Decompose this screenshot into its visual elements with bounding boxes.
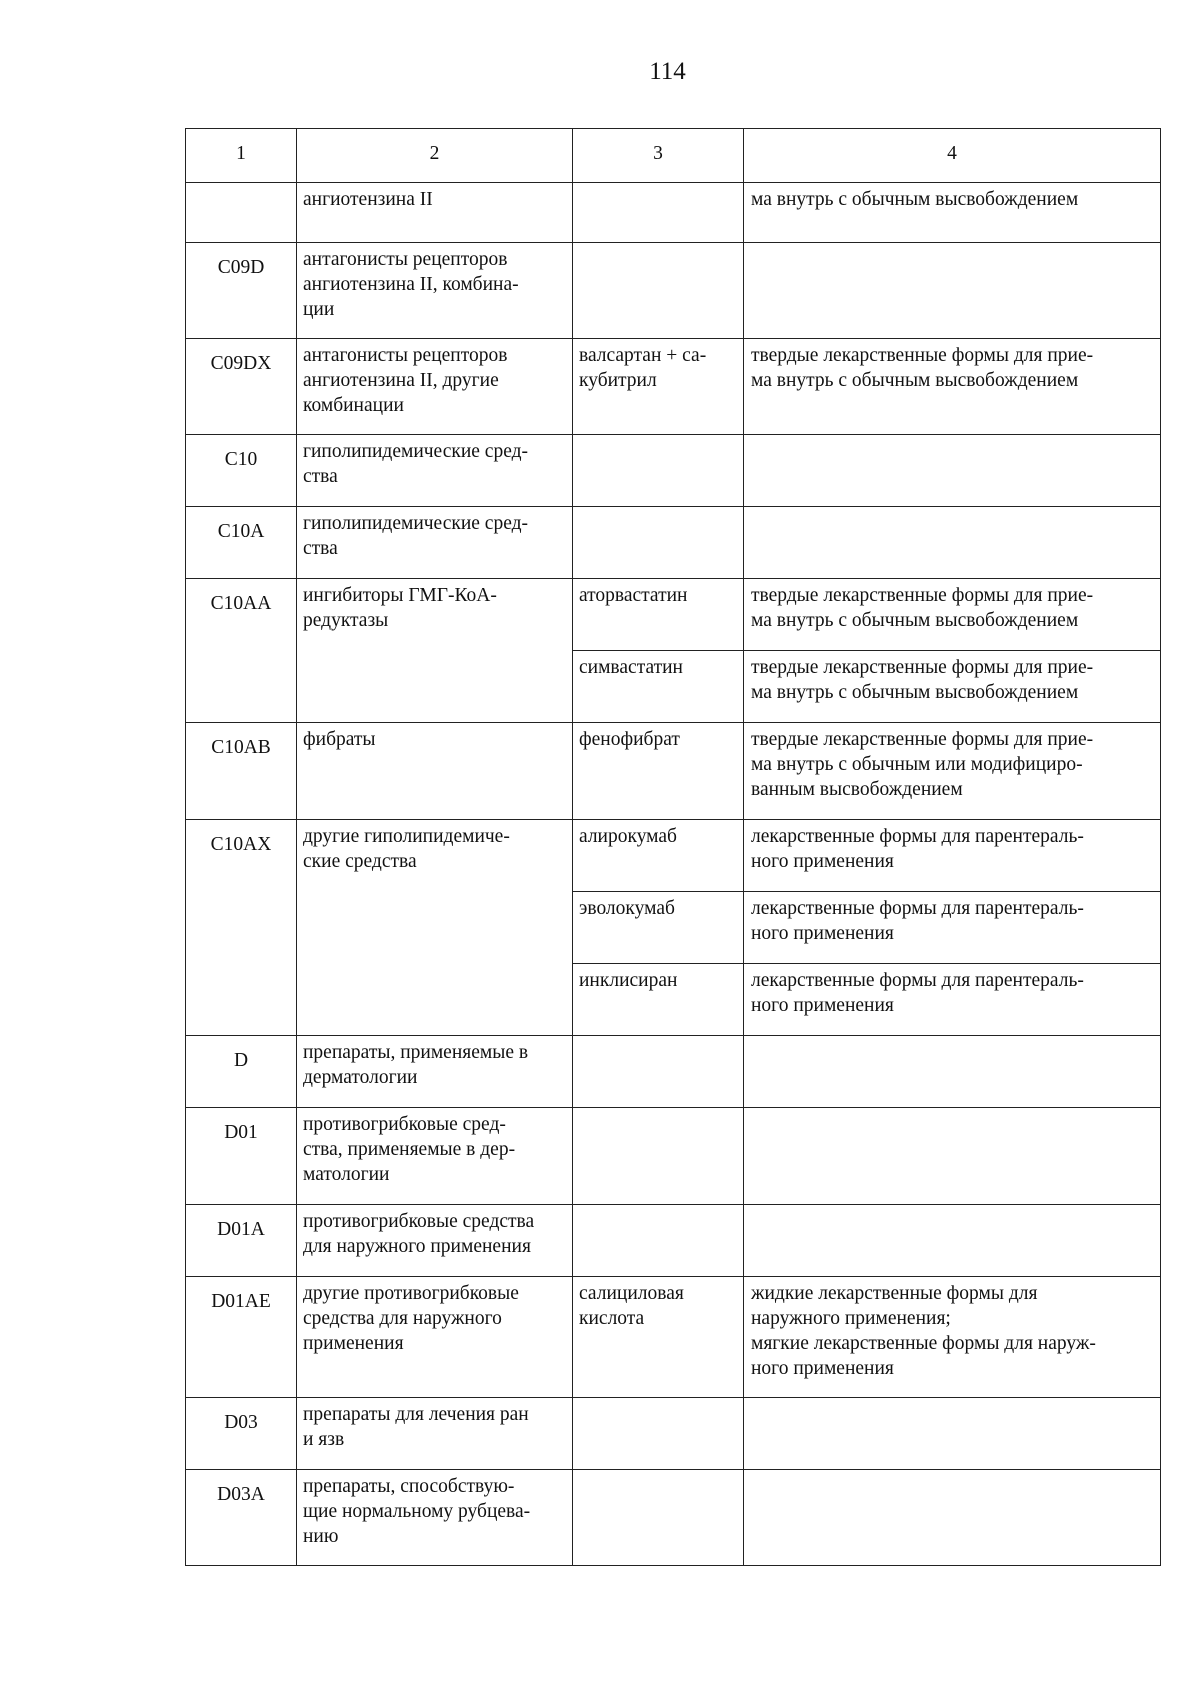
- form-text: твердые лекарственные формы для прие- ма внутрь с обычным высвобождением: [751, 345, 1094, 391]
- drug-cell: [573, 435, 744, 507]
- column-header-1: 1: [186, 129, 297, 183]
- form-cell: [744, 435, 1161, 507]
- code-cell: [186, 1108, 297, 1205]
- drug-table: [185, 128, 1161, 1566]
- drug-cell: [573, 507, 744, 579]
- group-text: фибраты: [303, 729, 376, 750]
- form-cell: [744, 1398, 1161, 1470]
- group-cell: [297, 1277, 573, 1398]
- code-text: C10AA: [210, 593, 272, 614]
- code-cell: [186, 435, 297, 507]
- form-cell: [744, 243, 1161, 339]
- code-text: D01A: [217, 1219, 265, 1240]
- form-text: лекарственные формы для парентераль- ного применения: [751, 826, 1084, 872]
- code-cell: [186, 1398, 297, 1470]
- form-text: лекарственные формы для парентераль- ного применения: [751, 898, 1084, 944]
- group-cell: [297, 1108, 573, 1205]
- code-text: D: [233, 1050, 249, 1071]
- code-cell: [186, 579, 297, 723]
- table-row: [186, 435, 1161, 507]
- group-text: другие противогрибковые средства для наружного применения: [303, 1283, 519, 1354]
- code-text: D03: [224, 1412, 258, 1433]
- table-row: [186, 1470, 1161, 1566]
- group-cell: [297, 1470, 573, 1566]
- form-cell: [744, 1470, 1161, 1566]
- drug-cell: [573, 339, 744, 435]
- code-cell: [186, 1277, 297, 1398]
- table-row: [186, 243, 1161, 339]
- group-text: антагонисты рецепторов ангиотензина II, другие комбинации: [303, 345, 508, 416]
- group-text: препараты, способствую- щие нормальному рубцева- нию: [303, 1476, 531, 1547]
- table-row: [186, 1108, 1161, 1205]
- form-text: ма внутрь с обычным высвобождением: [751, 189, 1079, 210]
- form-cell: [744, 651, 1161, 723]
- drug-text: инклисиран: [579, 970, 678, 991]
- code-text: D01: [224, 1122, 258, 1143]
- code-cell: [186, 1036, 297, 1108]
- code-text: C09D: [217, 257, 265, 278]
- drug-cell: [573, 820, 744, 892]
- table-row: [186, 579, 1161, 651]
- drug-cell: [573, 1036, 744, 1108]
- group-text: ангиотензина II: [303, 189, 433, 210]
- form-cell: [744, 1108, 1161, 1205]
- group-text: другие гиполипидемиче- ские средства: [303, 826, 510, 872]
- group-cell: [297, 243, 573, 339]
- form-text: лекарственные формы для парентераль- ного применения: [751, 970, 1084, 1016]
- form-text: жидкие лекарственные формы для наружного применения; мягкие лекарственные формы для наруж- ного применения: [751, 1283, 1096, 1379]
- form-cell: [744, 892, 1161, 964]
- code-text: C10A: [217, 521, 265, 542]
- drug-cell: [573, 183, 744, 243]
- drug-cell: [573, 243, 744, 339]
- drug-text: фенофибрат: [579, 729, 680, 750]
- code-cell: [186, 1205, 297, 1277]
- table-row: [186, 507, 1161, 579]
- drug-text: салициловая кислота: [579, 1283, 684, 1329]
- code-cell: [186, 243, 297, 339]
- form-cell: [744, 964, 1161, 1036]
- form-cell: [744, 579, 1161, 651]
- drug-text: аторвастатин: [579, 585, 688, 606]
- drug-cell: [573, 964, 744, 1036]
- drug-cell: [573, 579, 744, 651]
- group-cell: [297, 435, 573, 507]
- form-cell: [744, 507, 1161, 579]
- group-cell: [297, 1398, 573, 1470]
- code-cell: [186, 183, 297, 243]
- table-row: [186, 183, 1161, 243]
- form-cell: [744, 820, 1161, 892]
- drug-cell: [573, 1398, 744, 1470]
- code-text: C10AB: [211, 737, 271, 758]
- table-row: [186, 1036, 1161, 1108]
- code-cell: [186, 339, 297, 435]
- drug-text: симвастатин: [579, 657, 683, 678]
- group-cell: [297, 183, 573, 243]
- page-number: 114: [649, 58, 686, 85]
- group-text: ингибиторы ГМГ-КоА- редуктазы: [303, 585, 497, 631]
- group-text: препараты для лечения ран и язв: [303, 1404, 529, 1450]
- drug-text: эволокумаб: [579, 898, 675, 919]
- table-row: [186, 1398, 1161, 1470]
- group-text: гиполипидемические сред- ства: [303, 513, 529, 559]
- form-text: твердые лекарственные формы для прие- ма внутрь с обычным высвобождением: [751, 585, 1094, 631]
- code-text: C10: [224, 449, 258, 470]
- group-cell: [297, 339, 573, 435]
- code-cell: [186, 723, 297, 820]
- code-cell: [186, 1470, 297, 1566]
- form-text: твердые лекарственные формы для прие- ма внутрь с обычным высвобождением: [751, 657, 1094, 703]
- drug-cell: [573, 1277, 744, 1398]
- table-row: [186, 1205, 1161, 1277]
- code-text: D03A: [217, 1484, 265, 1505]
- group-text: противогрибковые средства для наружного применения: [303, 1211, 535, 1257]
- group-cell: [297, 723, 573, 820]
- drug-cell: [573, 651, 744, 723]
- form-cell: [744, 183, 1161, 243]
- drug-cell: [573, 1205, 744, 1277]
- table-header-row: [186, 129, 1161, 183]
- group-text: гиполипидемические сред- ства: [303, 441, 529, 487]
- code-cell: [186, 820, 297, 1036]
- form-cell: [744, 1205, 1161, 1277]
- table-row: [186, 820, 1161, 892]
- drug-cell: [573, 892, 744, 964]
- code-cell: [186, 507, 297, 579]
- drug-text: валсартан + са- кубитрил: [579, 345, 707, 391]
- code-text: C09DX: [210, 353, 272, 374]
- drug-cell: [573, 1108, 744, 1205]
- drug-text: алирокумаб: [579, 826, 677, 847]
- group-cell: [297, 579, 573, 723]
- drug-cell: [573, 723, 744, 820]
- group-text: противогрибковые сред- ства, применяемые в дер- матологии: [303, 1114, 516, 1185]
- table-row: [186, 1277, 1161, 1398]
- group-cell: [297, 1036, 573, 1108]
- drug-cell: [573, 1470, 744, 1566]
- form-cell: [744, 339, 1161, 435]
- code-text: C10AX: [210, 834, 272, 855]
- column-header-3: 3: [573, 129, 744, 183]
- group-cell: [297, 507, 573, 579]
- code-text: D01AE: [211, 1291, 271, 1312]
- column-header-2: 2: [297, 129, 573, 183]
- group-cell: [297, 820, 573, 1036]
- table-row: [186, 723, 1161, 820]
- form-cell: [744, 1277, 1161, 1398]
- form-cell: [744, 1036, 1161, 1108]
- column-header-4: 4: [744, 129, 1161, 183]
- group-text: антагонисты рецепторов ангиотензина II, комбина- ции: [303, 249, 519, 320]
- group-cell: [297, 1205, 573, 1277]
- form-cell: [744, 723, 1161, 820]
- form-text: твердые лекарственные формы для прие- ма внутрь с обычным или модифициро- ванным высвобождением: [751, 729, 1094, 800]
- group-text: препараты, применяемые в дерматологии: [303, 1042, 529, 1088]
- table-row: [186, 339, 1161, 435]
